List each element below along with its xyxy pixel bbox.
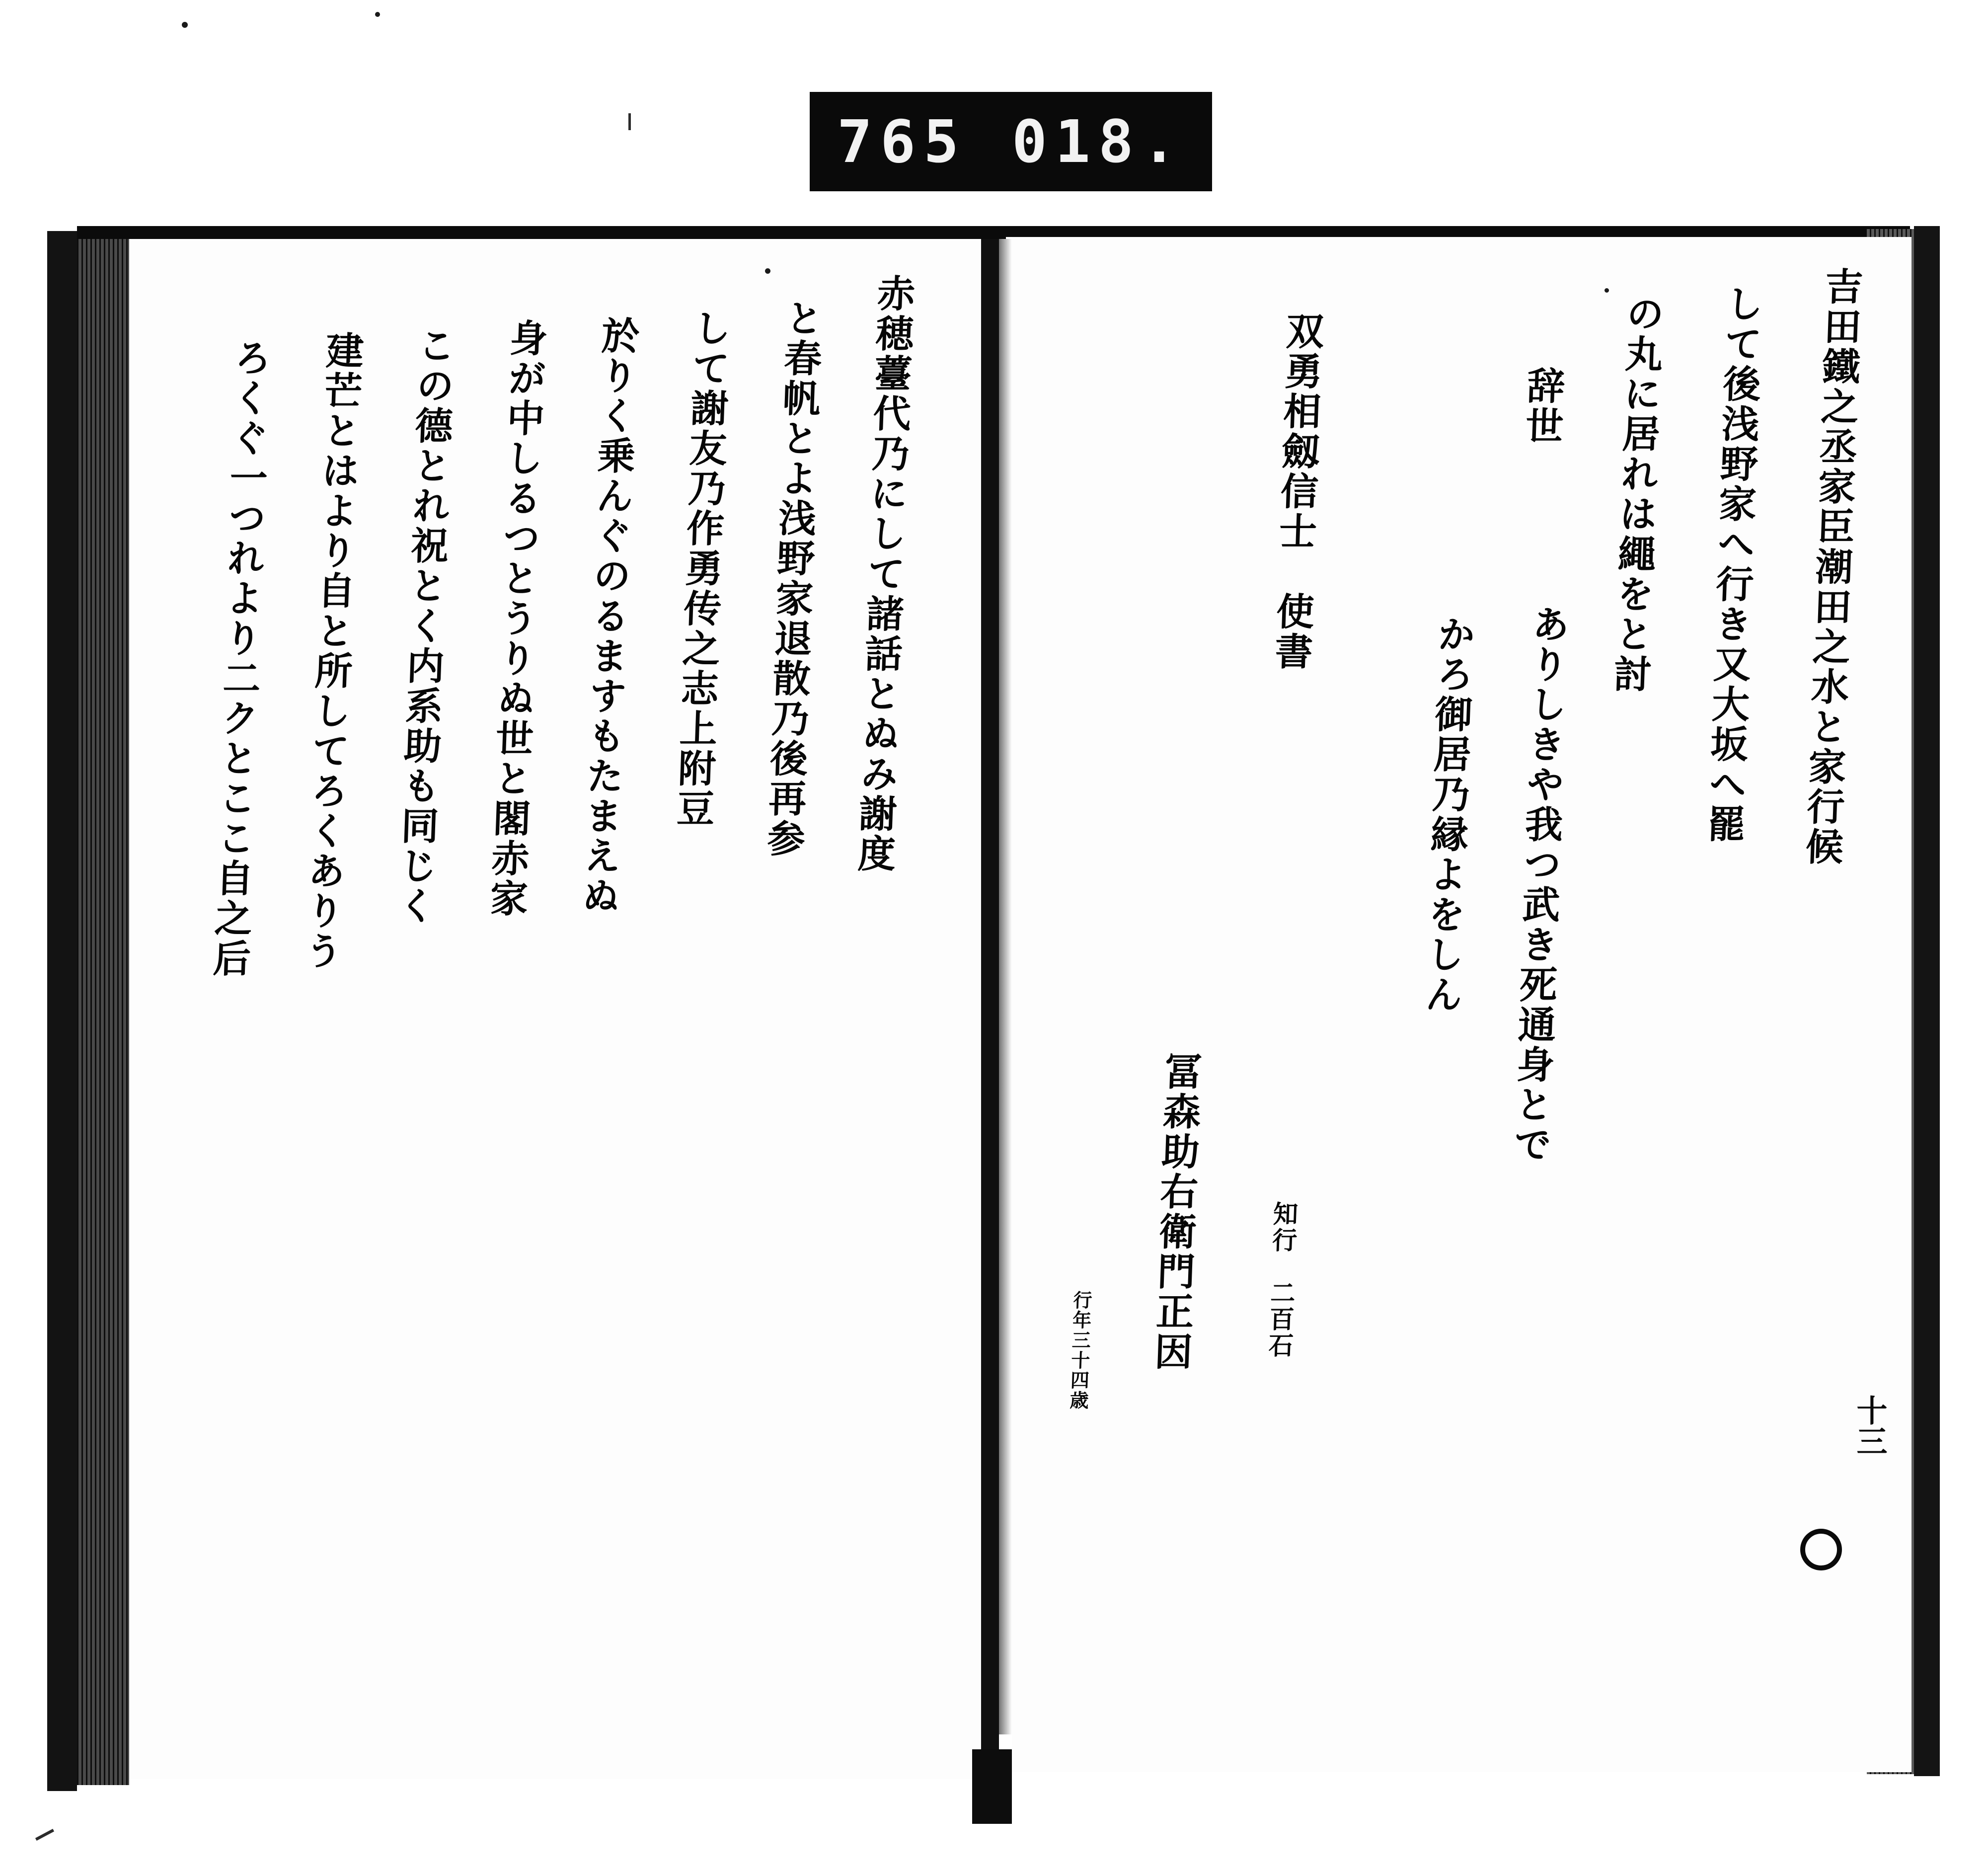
left-page-column-4: 於りく乗んぐのるますもたまえぬ [575,316,640,917]
film-scratch [628,113,631,130]
dust-speck [1605,288,1609,293]
ink-circle-mark [1800,1529,1842,1570]
left-page [129,239,981,1779]
film-counter-right-digits: 018. [1011,107,1185,176]
film-counter-left-digits: 765 [837,107,967,176]
right-page-column-4-heading: 辞世 [1519,366,1566,447]
left-page-block-edge [77,235,129,1785]
left-page-column-7: 建芒とはより自と所してろくありう [298,331,365,971]
right-page-column-6: かろ御居乃縁よをしん [1418,615,1476,1015]
right-board-edge [1914,226,1940,1776]
right-page-column-5: ありしきや我つ武き死通身とで [1507,605,1571,1165]
right-page-column-3: の丸に居れは繩をと討 [1606,294,1665,695]
right-page-head-rule [1006,226,1910,237]
book-spread [47,226,1940,1831]
gutter-foot-block [972,1749,1012,1824]
right-page-column-2: して後浅野家へ行き又大坂へ罷 [1700,284,1764,845]
film-scratch [35,1829,54,1841]
film-frame-counter [810,92,1212,191]
right-page-column-9-name: 冨森助右衛門正因 [1147,1052,1203,1372]
right-page-column-1: 吉田鐵之丞家臣潮田之水と家行候 [1798,267,1864,867]
right-page-column-10-age: 行年三十四歳 [1066,1290,1093,1410]
right-page-column-7-posthumous-name: 双勇相劔信士 使書 [1268,312,1325,672]
book-gutter [981,239,999,1749]
dust-speck [182,22,188,28]
right-page [1012,237,1911,1772]
dust-speck [765,268,770,274]
left-page-column-1: 赤穂薹代乃にして諸話とぬみ謝度 [850,274,916,874]
left-page-column-8: ろくぐ一つれより二クとここ自之后 [206,338,273,979]
left-page-column-5: 身が中しるつとうりぬ世と閣赤家 [483,318,548,919]
left-page-head-rule [77,226,1006,239]
left-page-column-2: と春帆とよ浅野家退散乃後再参 [760,299,824,859]
gutter-shadow [999,239,1012,1734]
right-page-column-8-stipend: 知行 二百石 [1264,1201,1299,1359]
folio-number: 十三 [1851,1395,1888,1456]
dust-speck [375,12,380,17]
left-page-column-3: して謝友乃作勇传之志上附豆 [670,309,732,829]
left-board-edge [47,231,77,1791]
left-page-column-6: この德とれ祝とく内系助も同じく [391,326,457,927]
